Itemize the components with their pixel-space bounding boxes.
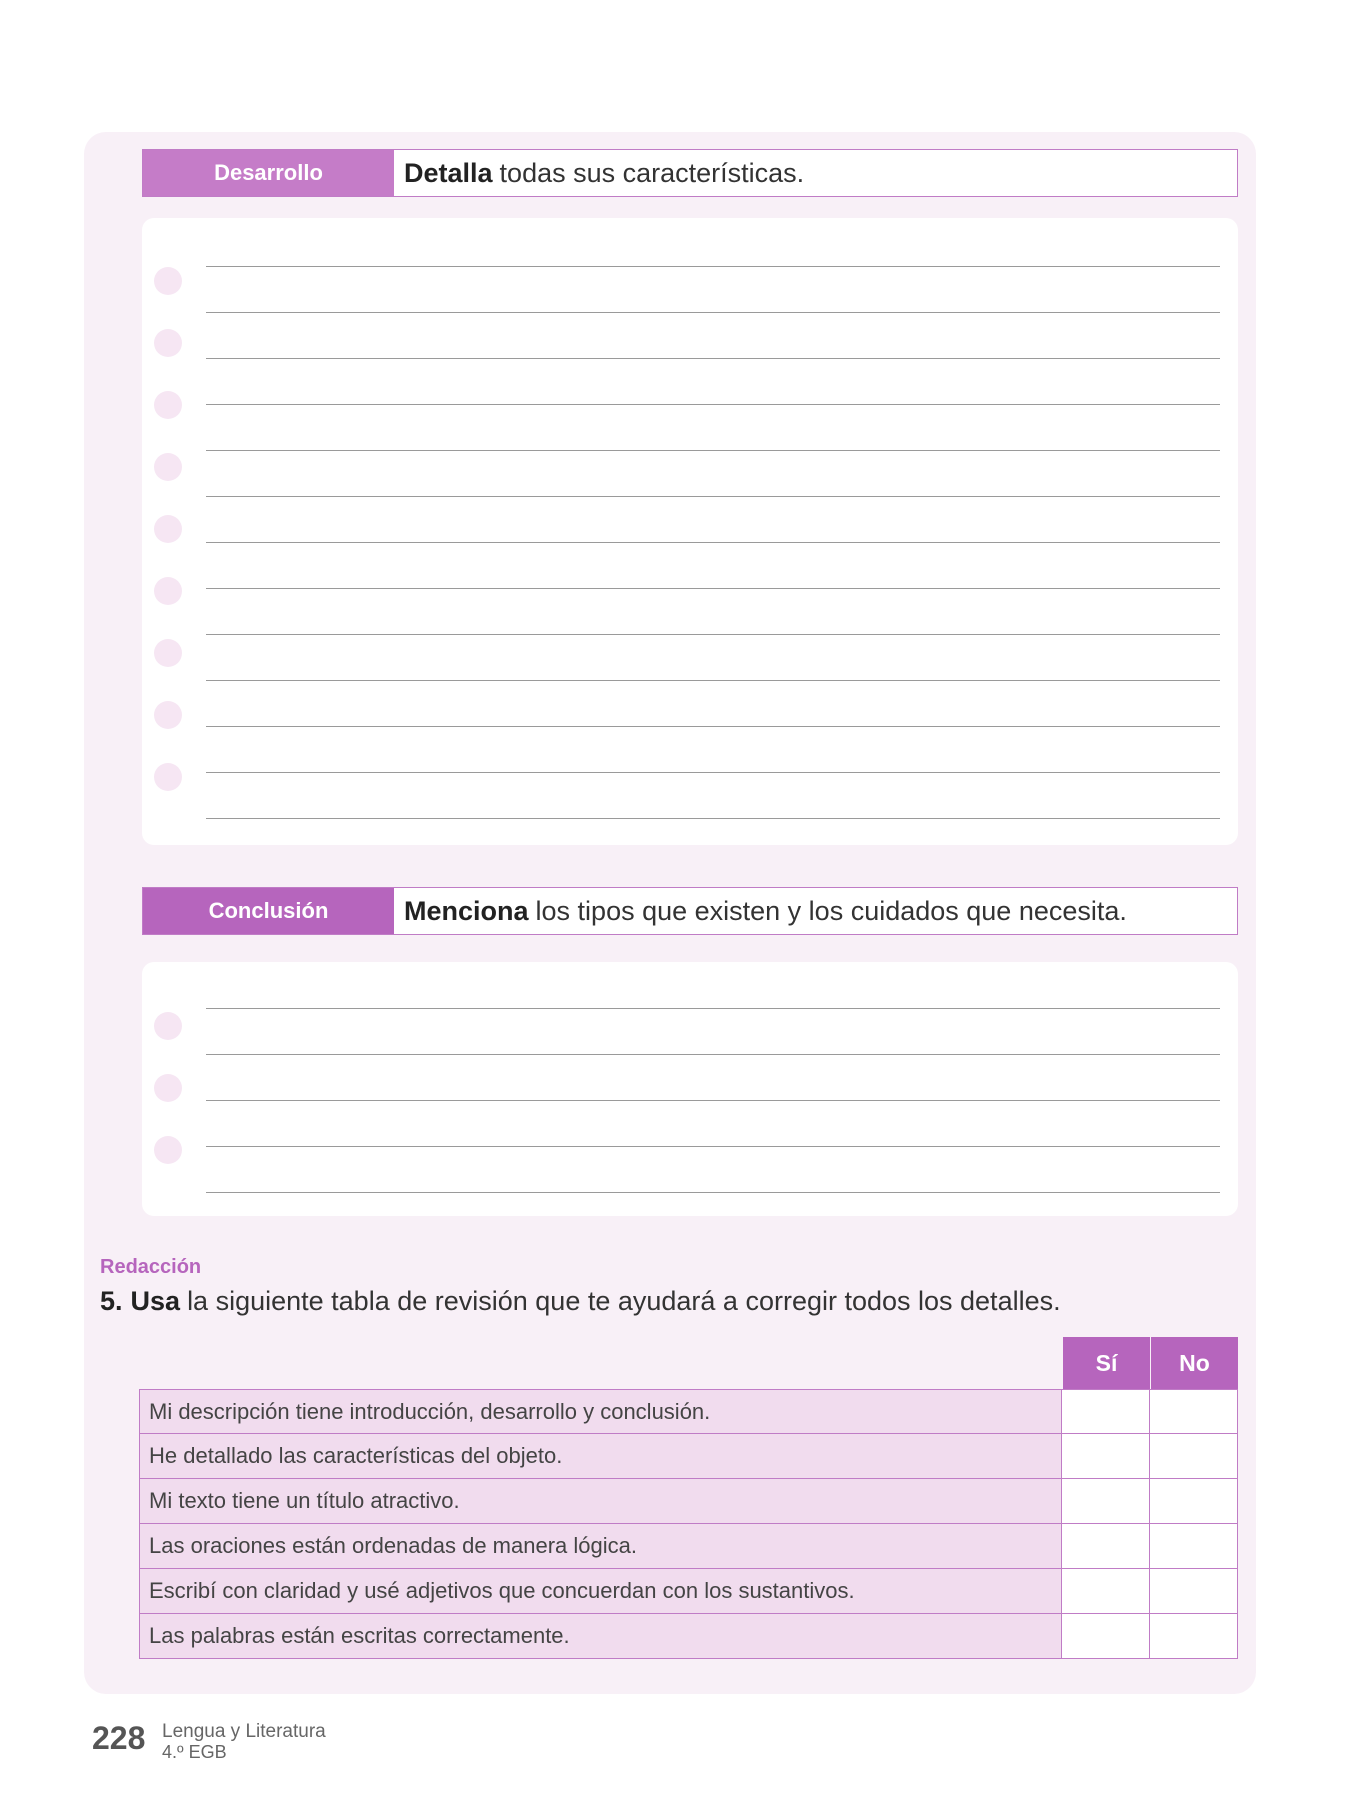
exercise-text: la siguiente tabla de revisión que te ayudará a corregir todos los detalles. <box>187 1286 1061 1316</box>
binder-hole <box>154 267 182 295</box>
binder-hole <box>154 639 182 667</box>
writing-line[interactable] <box>206 726 1220 727</box>
binder-hole <box>154 577 182 605</box>
criterion-text: Mi descripción tiene introducción, desarrollo y conclusión. <box>140 1390 1062 1433</box>
writing-line[interactable] <box>206 496 1220 497</box>
binder-hole <box>154 329 182 357</box>
check-si[interactable] <box>1062 1524 1150 1568</box>
writing-line[interactable] <box>206 1100 1220 1101</box>
check-no[interactable] <box>1150 1390 1238 1433</box>
writing-line[interactable] <box>206 312 1220 313</box>
desarrollo-label: Desarrollo <box>143 150 394 196</box>
check-si[interactable] <box>1062 1479 1150 1523</box>
binder-hole <box>154 453 182 481</box>
check-no[interactable] <box>1150 1569 1238 1613</box>
desarrollo-instruction <box>394 150 1237 196</box>
table-row <box>139 1479 1238 1524</box>
desarrollo-header <box>142 149 1238 197</box>
criterion-text: Mi texto tiene un título atractivo. <box>140 1479 1062 1523</box>
revision-table <box>139 1337 1238 1659</box>
exercise-number: 5. <box>100 1286 123 1316</box>
desarrollo-writing-area[interactable] <box>142 218 1238 845</box>
check-no[interactable] <box>1150 1479 1238 1523</box>
check-no[interactable] <box>1150 1614 1238 1658</box>
conclusion-text: los tipos que existen y los cuidados que necesita. <box>535 895 1127 926</box>
binder-hole <box>154 701 182 729</box>
conclusion-verb: Menciona <box>404 895 529 926</box>
redaccion-title: Redacción <box>100 1256 202 1278</box>
writing-line[interactable] <box>206 450 1220 451</box>
binder-hole <box>154 391 182 419</box>
criterion-text: Las palabras están escritas correctamente. <box>140 1614 1062 1658</box>
writing-line[interactable] <box>206 1008 1220 1009</box>
check-si[interactable] <box>1062 1434 1150 1478</box>
binder-hole <box>154 515 182 543</box>
binder-hole <box>154 763 182 791</box>
table-row <box>139 1569 1238 1614</box>
writing-line[interactable] <box>206 358 1220 359</box>
table-row <box>139 1434 1238 1479</box>
table-header <box>139 1337 1238 1389</box>
criterion-text: He detallado las características del objeto. <box>140 1434 1062 1478</box>
writing-line[interactable] <box>206 266 1220 267</box>
table-row <box>139 1524 1238 1569</box>
desarrollo-text: todas sus características. <box>499 157 805 188</box>
binder-hole <box>154 1012 182 1040</box>
page-number: 228 <box>92 1720 146 1756</box>
conclusion-header <box>142 887 1238 935</box>
exercise-5-instruction <box>100 1286 1061 1317</box>
writing-line[interactable] <box>206 404 1220 405</box>
conclusion-instruction <box>394 888 1237 934</box>
footer-subject: Lengua y Literatura <box>162 1721 326 1742</box>
footer-grade: 4.º EGB <box>162 1742 227 1762</box>
conclusion-writing-area[interactable] <box>142 962 1238 1216</box>
writing-line[interactable] <box>206 542 1220 543</box>
criterion-text: Escribí con claridad y usé adjetivos que concuerdan con los sustantivos. <box>140 1569 1062 1613</box>
table-row <box>139 1614 1238 1659</box>
writing-line[interactable] <box>206 680 1220 681</box>
check-no[interactable] <box>1150 1524 1238 1568</box>
column-si: Sí <box>1063 1337 1150 1389</box>
binder-hole <box>154 1136 182 1164</box>
criterion-text: Las oraciones están ordenadas de manera lógica. <box>140 1524 1062 1568</box>
conclusion-label: Conclusión <box>143 888 394 934</box>
writing-line[interactable] <box>206 1146 1220 1147</box>
exercise-verb: Usa <box>130 1286 181 1316</box>
check-si[interactable] <box>1062 1569 1150 1613</box>
check-si[interactable] <box>1062 1614 1150 1658</box>
table-row <box>139 1389 1238 1434</box>
writing-line[interactable] <box>206 772 1220 773</box>
check-si[interactable] <box>1062 1390 1150 1433</box>
binder-hole <box>154 1074 182 1102</box>
writing-line[interactable] <box>206 634 1220 635</box>
writing-line[interactable] <box>206 1054 1220 1055</box>
desarrollo-verb: Detalla <box>404 157 493 188</box>
check-no[interactable] <box>1150 1434 1238 1478</box>
writing-line[interactable] <box>206 818 1220 819</box>
writing-line[interactable] <box>206 1192 1220 1193</box>
writing-line[interactable] <box>206 588 1220 589</box>
column-no: No <box>1151 1337 1238 1389</box>
